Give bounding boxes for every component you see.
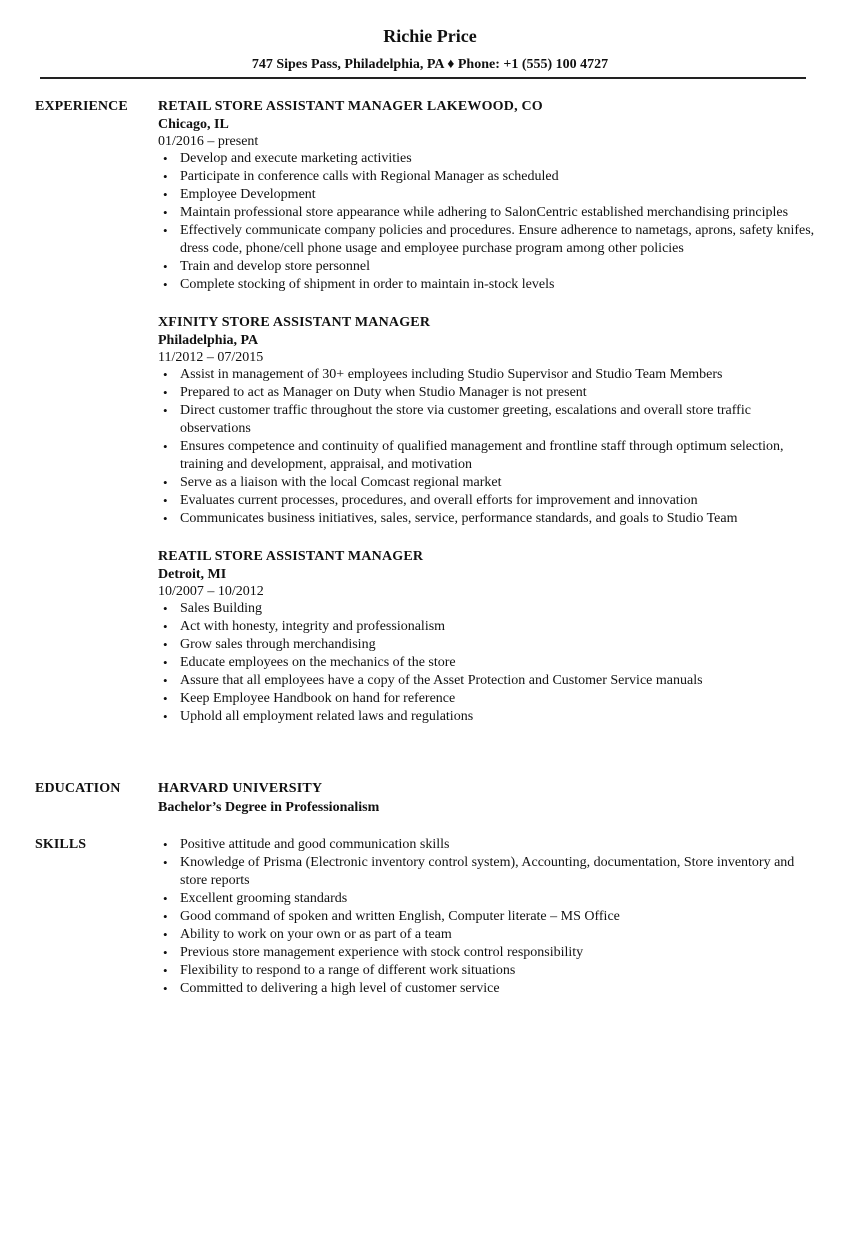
list-item: • Keep Employee Handbook on hand for reference [158, 690, 818, 708]
list-item: • Flexibility to respond to a range of different work situations [158, 962, 818, 980]
job-dates: 01/2016 – present [158, 134, 259, 149]
skills-list [158, 836, 818, 998]
list-item: • Excellent grooming standards [158, 890, 818, 908]
job-title: RETAIL STORE ASSISTANT MANAGER LAKEWOOD, CO [158, 99, 543, 114]
list-item: • Employee Development [158, 186, 818, 204]
list-item: • Ability to work on your own or as part of a team [158, 926, 818, 944]
list-item: • Maintain professional store appearance while adhering to SalonCentric established merchandising principles [158, 204, 818, 222]
list-item: • Assure that all employees have a copy of the Asset Protection and Customer Service manuals [158, 672, 818, 690]
job-entry [158, 314, 818, 528]
degree: Bachelor’s Degree in Professionalism [158, 800, 380, 815]
list-item: • Positive attitude and good communication skills [158, 836, 818, 854]
section-label-experience: EXPERIENCE [35, 99, 128, 114]
job-bullets [158, 366, 818, 528]
header-divider [40, 77, 806, 79]
job-bullets [158, 600, 818, 726]
section-label-skills: SKILLS [35, 837, 87, 852]
list-item: • Knowledge of Prisma (Electronic inventory control system), Accounting, documentation, Store inventory and store reports [158, 854, 818, 890]
list-item: • Develop and execute marketing activities [158, 150, 818, 168]
list-item: • Act with honesty, integrity and professionalism [158, 618, 818, 636]
list-item: • Grow sales through merchandising [158, 636, 818, 654]
list-item: • Participate in conference calls with Regional Manager as scheduled [158, 168, 818, 186]
list-item: • Serve as a liaison with the local Comcast regional market [158, 474, 818, 492]
experience-list [158, 98, 818, 726]
job-entry [158, 98, 818, 294]
job-title: REATIL STORE ASSISTANT MANAGER [158, 549, 424, 564]
list-item: • Previous store management experience with stock control responsibility [158, 944, 818, 962]
list-item: • Evaluates current processes, procedures, and overall efforts for improvement and innovation [158, 492, 818, 510]
list-item: • Communicates business initiatives, sales, service, performance standards, and goals to Studio Team [158, 510, 818, 528]
list-item: • Good command of spoken and written English, Computer literate – MS Office [158, 908, 818, 926]
job-bullets [158, 150, 818, 294]
list-item: • Committed to delivering a high level of customer service [158, 980, 818, 998]
job-title: XFINITY STORE ASSISTANT MANAGER [158, 315, 431, 330]
list-item: • Complete stocking of shipment in order to maintain in-stock levels [158, 276, 818, 294]
job-entry [158, 548, 818, 726]
skills-body [158, 836, 818, 998]
list-item: • Uphold all employment related laws and regulations [158, 708, 818, 726]
job-location: Philadelphia, PA [158, 333, 259, 348]
job-dates: 10/2007 – 10/2012 [158, 584, 264, 599]
job-location: Chicago, IL [158, 117, 229, 132]
school-name: HARVARD UNIVERSITY [158, 781, 323, 796]
education-body [158, 780, 818, 818]
list-item: • Prepared to act as Manager on Duty when Studio Manager is not present [158, 384, 818, 402]
list-item: • Ensures competence and continuity of qualified management and frontline staff through optimum selection, training and development, appraisal, and motivation [158, 438, 818, 474]
job-location: Detroit, MI [158, 567, 227, 582]
list-item: • Direct customer traffic throughout the store via customer greeting, escalations and overall store traffic observations [158, 402, 818, 438]
candidate-name: Richie Price [383, 26, 477, 46]
list-item: • Educate employees on the mechanics of the store [158, 654, 818, 672]
section-label-education: EDUCATION [35, 781, 121, 796]
list-item: • Assist in management of 30+ employees including Studio Supervisor and Studio Team Members [158, 366, 818, 384]
list-item: • Train and develop store personnel [158, 258, 818, 276]
list-item: • Effectively communicate company policies and procedures. Ensure adherence to nametags, aprons, safety knifes, dress code, phone/cell phone usage and employee purchase program among other policies [158, 222, 818, 258]
contact-info: 747 Sipes Pass, Philadelphia, PA ♦ Phone: +1 (555) 100 4727 [251, 57, 609, 72]
list-item: • Sales Building [158, 600, 818, 618]
resume-header [0, 0, 860, 74]
job-dates: 11/2012 – 07/2015 [158, 350, 264, 365]
